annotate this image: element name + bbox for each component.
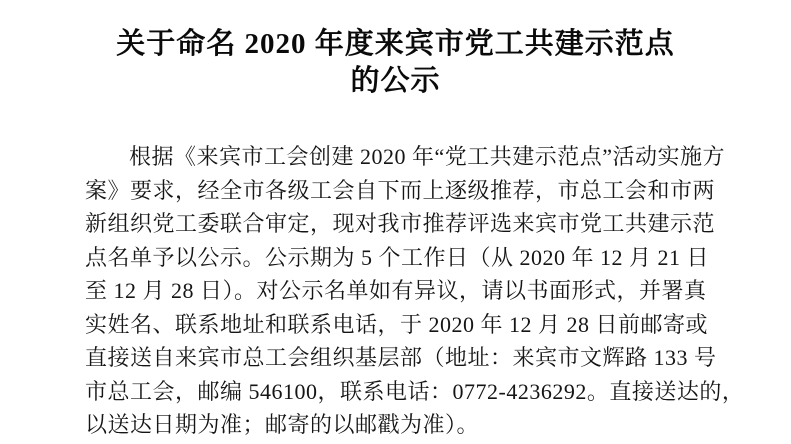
paragraph-line-4: 点名单予以公示。公示期为 5 个工作日（从 2020 年 12 月 21 日 xyxy=(85,244,710,270)
paragraph-line-8: 市总工会，邮编 546100，联系电话：0772-4236292。直接送达的， xyxy=(85,378,745,404)
paragraph-line-2: 案》要求，经全市各级工会自下而上逐级推荐，市总工会和市两 xyxy=(85,177,716,203)
paragraph-line-6: 实姓名、联系地址和联系电话，于 2020 年 12 月 28 日前邮寄或 xyxy=(85,311,709,337)
document-title xyxy=(0,0,791,100)
title-line-1: 关于命名 2020 年度来宾市党工共建示范点 xyxy=(116,28,675,60)
paragraph-line-9: 以送达日期为准；邮寄的以邮戳为准）。 xyxy=(85,412,480,437)
paragraph-line-5: 至 12 月 28 日）。对公示名单如有异议，请以书面形式，并署真 xyxy=(85,278,707,303)
paragraph-line-1: 根据《来宾市工会创建 2020 年“党工共建示范点”活动实施方 xyxy=(129,144,726,169)
paragraph-line-3: 新组织党工委联合审定，现对我市推荐评选来宾市党工共建示范 xyxy=(85,211,716,236)
title-line-2: 的公示 xyxy=(350,65,441,97)
document-body xyxy=(85,140,745,442)
paragraph-line-7: 直接送自来宾市总工会组织基层部（地址：来宾市文辉路 133 号 xyxy=(85,345,717,370)
